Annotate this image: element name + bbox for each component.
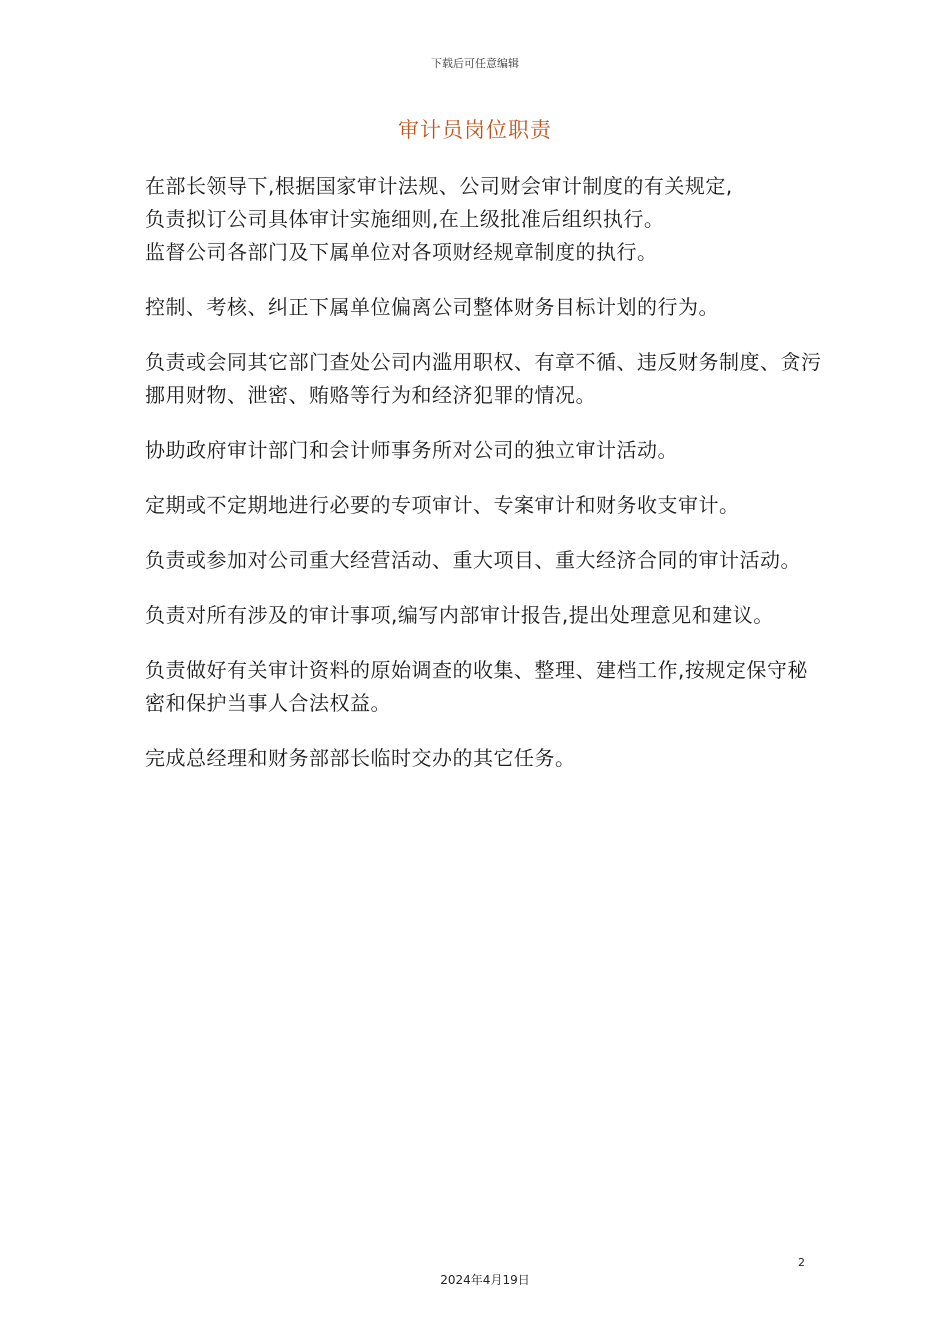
footer-date: 2024年4月19日 (440, 1273, 530, 1287)
paragraph-9: 负责对所有涉及的审计事项,编写内部审计报告,提出处理意见和建议。 (145, 603, 774, 627)
paragraph-10: 负责做好有关审计资料的原始调查的收集、整理、建档工作,按规定保守秘密和保护当事人合法权益。 (145, 658, 808, 715)
paragraph-1: 在部长领导下,根据国家审计法规、公司财会审计制度的有关规定, (145, 174, 733, 198)
paragraph-4: 控制、考核、纠正下属单位偏离公司整体财务目标计划的行为。 (145, 295, 719, 319)
paragraph-3: 监督公司各部门及下属单位对各项财经规章制度的执行。 (145, 240, 658, 264)
header-note: 下载后可任意编辑 (431, 57, 519, 70)
paragraph-7: 定期或不定期地进行必要的专项审计、专案审计和财务收支审计。 (145, 493, 740, 517)
paragraph-5: 负责或会同其它部门查处公司内滥用职权、有章不循、违反财务制度、贪污挪用财物、泄密、贿赂等行为和经济犯罪的情况。 (145, 350, 822, 407)
page-number: 2 (798, 1256, 805, 1269)
paragraph-6: 协助政府审计部门和会计师事务所对公司的独立审计活动。 (145, 438, 678, 462)
paragraph-11: 完成总经理和财务部部长临时交办的其它任务。 (145, 746, 576, 770)
document-title: 审计员岗位职责 (398, 118, 552, 142)
paragraph-2: 负责拟订公司具体审计实施细则,在上级批准后组织执行。 (145, 207, 665, 231)
document-body (145, 170, 825, 775)
paragraph-8: 负责或参加对公司重大经营活动、重大项目、重大经济合同的审计活动。 (145, 548, 801, 572)
